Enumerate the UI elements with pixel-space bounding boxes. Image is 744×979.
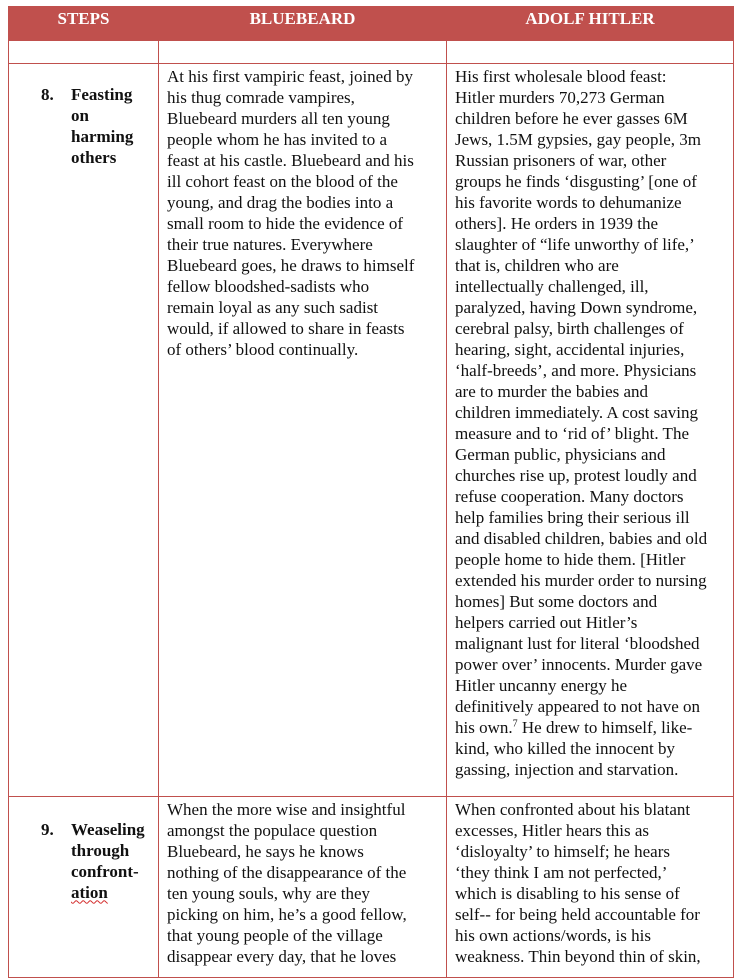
step-name: Weaseling through confront- ation: [71, 819, 145, 902]
text-line: and disabled children, babies and old: [455, 528, 708, 548]
text-line: His first wholesale blood feast:: [455, 66, 667, 86]
text-line: self-- for being held accountable for: [455, 904, 700, 924]
table-row-step-8: [9, 63, 734, 796]
text-line: Bluebeard goes, he draws to himself: [167, 255, 415, 275]
hitler-text: [447, 797, 733, 967]
text-line: small room to hide the evidence of: [167, 213, 404, 233]
text-line: his favorite words to dehumanize: [455, 192, 682, 212]
spacer-cell: [159, 40, 447, 63]
text-line: ‘half-breeds’, and more. Physicians: [455, 360, 697, 380]
text-line: ten young souls, why are they: [167, 883, 371, 903]
header-hitler: ADOLF HITLER: [447, 6, 734, 40]
text-line: people home to hide them. [Hitler: [455, 549, 686, 569]
spacer-cell: [447, 40, 734, 63]
comparison-table: [8, 6, 734, 978]
step-number: 8.: [41, 84, 54, 104]
bluebeard-cell: [159, 796, 447, 977]
text-fragment: He drew to himself, like-: [517, 717, 693, 737]
text-line: that young people of the village: [167, 925, 383, 945]
text-line: power over’ innocents. Murder gave: [455, 654, 703, 674]
text-line: others]. He orders in 1939 the: [455, 213, 659, 233]
text-line: paralyzed, having Down syndrome,: [455, 297, 698, 317]
text-line: amongst the populace question: [167, 820, 378, 840]
text-line: kind, who killed the innocent by: [455, 738, 676, 758]
text-line: excesses, Hitler hears this as: [455, 820, 650, 840]
footnote-marker: 7: [512, 717, 518, 729]
table-row-step-9: [9, 796, 734, 977]
text-line: fellow bloodshed-sadists who: [167, 276, 370, 296]
text-line: of others’ blood continually.: [167, 339, 359, 359]
text-line: homes] But some doctors and: [455, 591, 658, 611]
header-steps: STEPS: [9, 6, 159, 40]
bluebeard-text: [159, 64, 446, 360]
text-line: hearing, sight, accidental injuries,: [455, 339, 685, 359]
text-line: Jews, 1.5M gypsies, gay people, 3m: [455, 129, 702, 149]
step-number: 9.: [41, 819, 54, 839]
text-line: ‘disloyalty’ to himself; he hears: [455, 841, 670, 861]
spacer-row: [9, 40, 734, 63]
text-line: Hitler uncanny energy he: [455, 675, 627, 695]
hitler-cell: [447, 63, 734, 796]
text-line: are to murder the babies and: [455, 381, 649, 401]
text-line: disappear every day, that he loves: [167, 946, 397, 966]
text-line: remain loyal as any such sadist: [167, 297, 379, 317]
bluebeard-cell: [159, 63, 447, 796]
footnote-line: [455, 717, 725, 738]
step-cell: [9, 796, 159, 977]
bluebeard-text: [159, 797, 446, 967]
text-line: children immediately. A cost saving: [455, 402, 698, 422]
text-line: his own actions/words, is his: [455, 925, 651, 945]
text-line: helpers carried out Hitler’s: [455, 612, 638, 632]
text-line: groups he finds ‘disgusting’ [one of: [455, 171, 697, 191]
text-line: weakness. Thin beyond thin of skin,: [455, 946, 701, 966]
text-line: extended his murder order to nursing: [455, 570, 707, 590]
hitler-cell: [447, 796, 734, 977]
text-line: When the more wise and insightful: [167, 799, 406, 819]
text-line: ‘they think I am not perfected,’: [455, 862, 668, 882]
text-line: feast at his castle. Bluebeard and his: [167, 150, 414, 170]
text-fragment: his own.: [455, 717, 513, 737]
text-line: their true natures. Everywhere: [167, 234, 373, 254]
text-line: At his first vampiric feast, joined by: [167, 66, 413, 86]
text-line: his thug comrade vampires,: [167, 87, 355, 107]
text-line: help families bring their serious ill: [455, 507, 690, 527]
text-line: ill cohort feast on the blood of the: [167, 171, 398, 191]
text-line: churches rise up, protest loudly and: [455, 465, 697, 485]
text-line: German public, physicians and: [455, 444, 666, 464]
text-line: Bluebeard murders all ten young: [167, 108, 390, 128]
text-line: young, and drag the bodies into a: [167, 192, 394, 212]
text-line: Russian prisoners of war, other: [455, 150, 667, 170]
text-line: which is disabling to his sense of: [455, 883, 680, 903]
header-row: [9, 6, 734, 40]
hitler-text: [447, 64, 733, 780]
text-line: Hitler murders 70,273 German: [455, 87, 665, 107]
text-line: gassing, injection and starvation.: [455, 759, 679, 779]
header-bluebeard: BLUEBEARD: [159, 6, 447, 40]
text-line: definitively appeared to not have on: [455, 696, 700, 716]
step-cell: [9, 63, 159, 796]
text-line: nothing of the disappearance of the: [167, 862, 407, 882]
text-line: people whom he has invited to a: [167, 129, 388, 149]
text-line: measure and to ‘rid of’ blight. The: [455, 423, 689, 443]
text-line: Bluebeard, he says he knows: [167, 841, 364, 861]
spacer-cell: [9, 40, 159, 63]
text-line: slaughter of “life unworthy of life,’: [455, 234, 695, 254]
text-line: would, if allowed to share in feasts: [167, 318, 405, 338]
text-line: malignant lust for literal ‘bloodshed: [455, 633, 700, 653]
comparison-table-wrapper: [8, 6, 733, 978]
text-line: that is, children who are: [455, 255, 619, 275]
text-line: refuse cooperation. Many doctors: [455, 486, 684, 506]
text-line: When confronted about his blatant: [455, 799, 691, 819]
text-line: picking on him, he’s a good fellow,: [167, 904, 407, 924]
text-line: intellectually challenged, ill,: [455, 276, 649, 296]
text-line: cerebral palsy, birth challenges of: [455, 318, 684, 338]
text-line: children before he ever gasses 6M: [455, 108, 688, 128]
step-name: Feasting on harming others: [71, 84, 134, 167]
